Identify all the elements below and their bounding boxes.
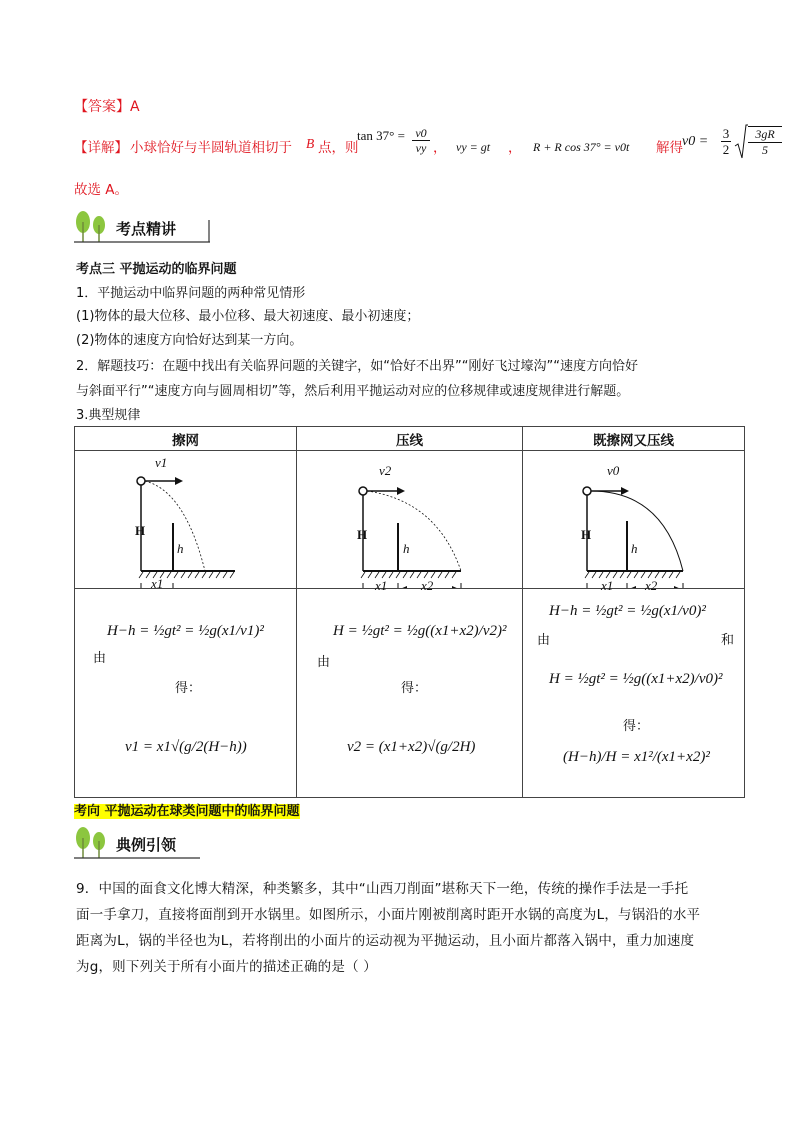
- formula-cell-1: [75, 589, 297, 798]
- answer-tag: 【答案】: [74, 99, 130, 115]
- eq4-lhs: v0 =: [682, 134, 709, 149]
- table-header-ya-xian: 压线: [297, 427, 523, 451]
- detail-text-c: 解得: [656, 140, 683, 156]
- eq4-rad-den: 5: [762, 143, 768, 157]
- formula-1-by: 由: [93, 651, 107, 666]
- table-header-both: 既擦网又压线: [523, 427, 745, 451]
- table-header-ca-wang: 擦网: [75, 427, 297, 451]
- formula-1-result: v1 = x1√(g/2(H−h)): [125, 739, 247, 755]
- label-v1: v1: [155, 455, 168, 470]
- sep1: ，: [433, 140, 447, 156]
- label-h3: h: [631, 541, 638, 556]
- label-H1: H: [135, 523, 146, 538]
- eq2: vy = gt: [456, 140, 491, 154]
- eq4-frac: [721, 126, 731, 157]
- para-4a: 2．解题技巧：在题中找出有关临界问题的关键字，如“恰好不出界”“刚好飞过壕沟”“速度方向恰好: [76, 359, 638, 374]
- formula-3-eq1: H−h = ½gt² = ½g(x1/v0)²: [549, 603, 706, 619]
- diagram-ya-xian: [297, 451, 522, 588]
- eq3: R + R cos 37° = v0t: [533, 140, 630, 154]
- sep2: ，: [508, 140, 522, 156]
- section-banner-dianli: [72, 824, 202, 858]
- conclusion: 故选 A。: [74, 182, 129, 198]
- formula-1-eq: H−h = ½gt² = ½g(x1/v1)²: [107, 623, 264, 639]
- formula-2-get: 得：: [401, 681, 428, 696]
- formula-3-eq2: H = ½gt² = ½g((x1+x2)/v0)²: [549, 671, 723, 687]
- eq4-den: 2: [722, 142, 730, 157]
- para-2: (1)物体的最大位移、最小位移、最大初速度、最小初速度；: [76, 309, 420, 324]
- label-x2-col2: x2: [421, 578, 434, 593]
- formula-3-and: 和: [721, 633, 735, 648]
- eq1-lhs: tan 37° =: [357, 128, 405, 143]
- detail-tag: 【详解】: [74, 140, 128, 156]
- label-x1-col3: x1: [601, 578, 614, 593]
- question-line-2: 面一手拿刀，直接将面削到开水锅里。如图所示，小面片刚被削离时距开水锅的高度为L，与锅沿的水平: [76, 907, 701, 923]
- diagram-cell-1: [75, 451, 297, 589]
- diagram-cell-2: [297, 451, 523, 593]
- formula-3-by: 由: [537, 633, 551, 648]
- para-3: (2)物体的速度方向恰好达到某一方向。: [76, 333, 303, 348]
- label-x2-col3: x2: [645, 578, 658, 593]
- eq1-den: vy: [415, 141, 427, 155]
- formula-cell-2: [297, 589, 523, 798]
- detail-text-a: 小球恰好与半圆轨道相切于: [130, 140, 292, 156]
- formula-3-get: 得：: [623, 719, 650, 734]
- answer-line: [74, 96, 140, 116]
- label-h2: h: [403, 541, 410, 556]
- highlight-text: 考向 平抛运动在球类问题中的临界问题: [74, 804, 300, 819]
- banner-title-2: 典例引领: [116, 836, 177, 854]
- rules-table: [74, 426, 745, 798]
- eq4-rad: [748, 126, 782, 158]
- para-5: 3.典型规律: [76, 408, 141, 423]
- question-line-3: 距离为L，锅的半径也为L，若将削出的小面片的运动视为平抛运动，且小面片都落入锅中，重力加速度: [76, 933, 695, 949]
- banner-title: 考点精讲: [116, 220, 177, 238]
- detail-text-b: 点，则: [318, 140, 359, 156]
- highlight-heading: [74, 800, 300, 819]
- question-line-1: 9．中国的面食文化博大精深，种类繁多，其中“山西刀削面”堪称天下一绝，传统的操作手法是一手托: [76, 881, 689, 897]
- eq4-rad-num: 3gR: [748, 127, 782, 143]
- formula-2-eq: H = ½gt² = ½g((x1+x2)/v2)²: [333, 623, 507, 639]
- eq1-num: v0: [412, 126, 430, 141]
- label-x1-col2: x1: [375, 578, 388, 593]
- detail-point: B: [306, 136, 315, 151]
- diagram-cell-3: [523, 451, 745, 593]
- eq1-frac: [412, 126, 430, 155]
- formula-2-by: 由: [317, 655, 331, 670]
- diagram-ca-wang: [75, 451, 296, 588]
- answer-value: A: [130, 99, 140, 115]
- para-4b: 与斜面平行”“速度方向与圆周相切”等，然后利用平抛运动对应的位移规律或速度规律进行解题。: [76, 384, 630, 399]
- section-banner-kaodian: [72, 208, 212, 242]
- section-heading: 考点三 平抛运动的临界问题: [76, 262, 237, 277]
- formula-2-result: v2 = (x1+x2)√(g/2H): [347, 739, 476, 755]
- question-line-4: 为g，则下列关于所有小面片的描述正确的是（ ）: [76, 959, 377, 975]
- formula-cell-3: [523, 589, 745, 798]
- label-v2: v2: [379, 463, 392, 478]
- label-H3: H: [581, 527, 592, 542]
- label-H2: H: [357, 527, 368, 542]
- sqrt-sign-icon: [734, 124, 748, 160]
- formula-3-result: (H−h)/H = x1²/(x1+x2)²: [563, 749, 710, 765]
- diagram-both: [523, 451, 744, 588]
- label-x1: x1: [151, 576, 164, 591]
- para-1: 1．平抛运动中临界问题的两种常见情形: [76, 286, 306, 301]
- formula-1-get: 得：: [175, 681, 202, 696]
- label-v0: v0: [607, 463, 620, 478]
- label-h1: h: [177, 541, 184, 556]
- eq4-num: 3: [722, 126, 730, 141]
